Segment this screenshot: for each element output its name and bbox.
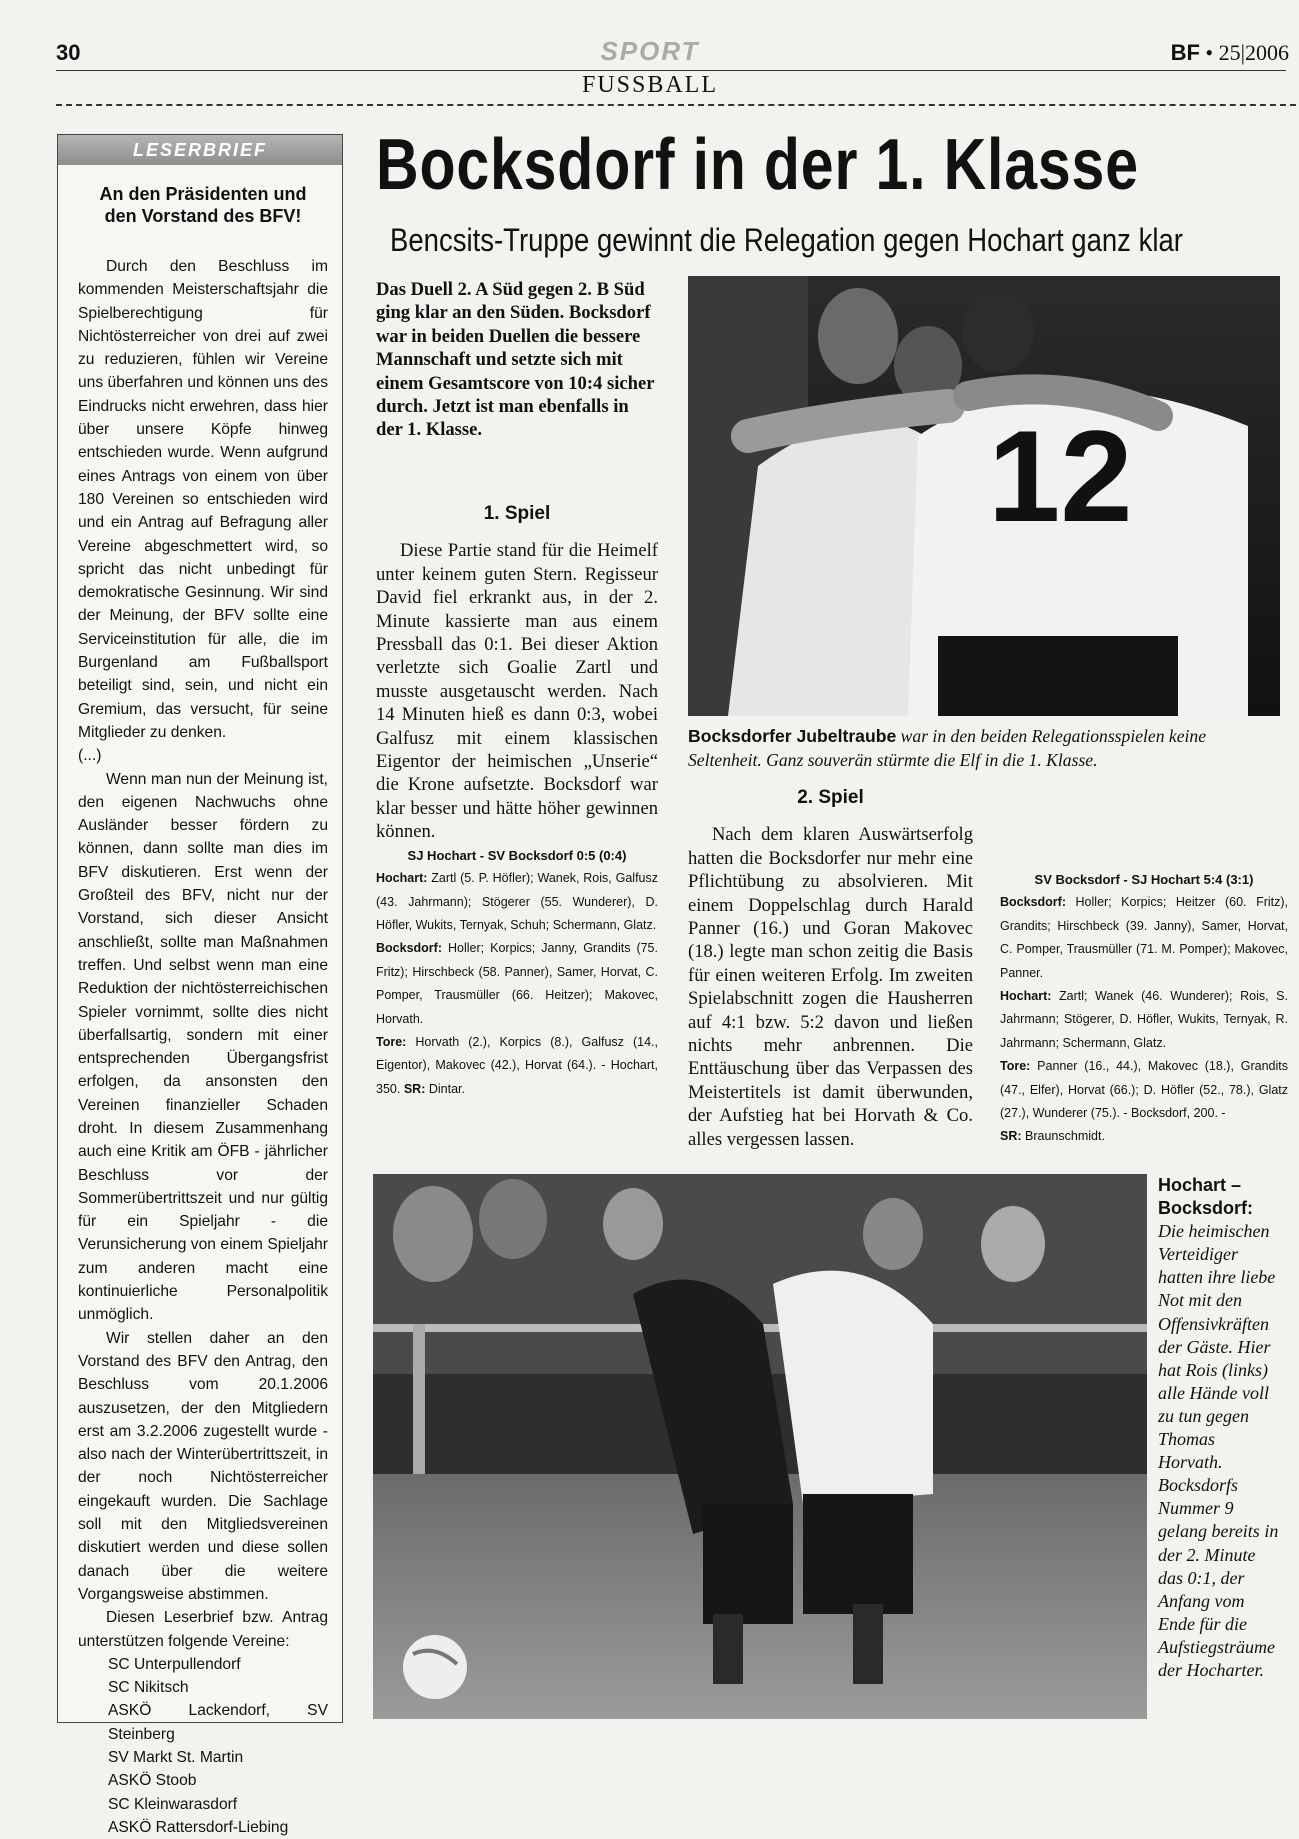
jersey-number: 12 xyxy=(988,403,1133,549)
letter-paragraph: Wir stellen daher an den Vorstand des BFV den Antrag, den Beschluss vom 20.1.2006 auszusetzen, der den Mitgliedern erst am 3.2.2006 zugestellt wurde - also nach der Winterübertrittszeit, in der noch Nichtösterreicher eingekauft wurden. Die Sachlage soll mit den Mitgliedsvereinen diskutiert werden und diese sollen danach über die weitere Vorgangsweise abstimmen. xyxy=(78,1329,328,1603)
dashed-divider xyxy=(56,104,1296,106)
article-headline: Bocksdorf in der 1. Klasse xyxy=(376,125,1139,205)
club-item: SV Markt St. Martin xyxy=(108,1749,244,1766)
top-photo-caption xyxy=(688,724,1280,772)
club-item: SC Kleinwarasdorf xyxy=(108,1795,238,1813)
letter-banner xyxy=(58,135,342,165)
celebration-photo xyxy=(688,276,1280,716)
article-column-2 xyxy=(688,787,973,1150)
game2-goals: Tore: Panner (16., 44.), Makovec (18.), Grandits (47., Elfer), Horvat (66.); D. Höfler (52., 78.), Glatz (27.), Wunderer (75.). - Bocksdorf, 200. - xyxy=(1000,1059,1288,1121)
game1-goals: Tore: Horvath (2.), Korpics (8.), Galfusz (14., Eigentor), Makovec (42.), Horvat (64.). - Hochart, 350. SR: Dintar. xyxy=(376,1034,658,1096)
club-item: ASKÖ Lackendorf, SV Steinberg xyxy=(108,1702,328,1743)
article-lead: Das Duell 2. A Süd gegen 2. B Süd ging klar an den Süden. Bocksdorf war in beiden Duellen die bessere Mannschaft und setzte sich mit einem Gesamtscore von 10:4 sicher durch. Jetzt ist man ebenfalls in der 1. Klasse. xyxy=(376,279,655,441)
issue-separator: • xyxy=(1205,40,1214,65)
letter-paragraph: Wenn man nun der Meinung ist, den eigenen Nachwuchs ohne Ausländer besser fördern zu können, dann sollte man dies im BFV diskutieren. Erst wenn der Großteil des BFV, nicht nur der Vorstand, sich dieser Ansicht anschließt, sollte man Maßnahmen treffen. Und selbst wenn man eine Reduktion der nichtösterreichischen Spieler vornimmt, sollte dies nicht überfallsartig, sondern mit einer entsprechenden Übergangsfrist erfolgen, da ansonsten den Vereinen finanzieller Schaden droht. In diesem Zusammenhang auch eine Kritik am ÖFB - jährlicher Beschluss vor der Sommerübertrittszeit und nur gültig für ein Spieljahr - die Verunsicherung von einem Spieljahr zum anderen macht eine kontinuierliche Personalpolitik unmöglich. xyxy=(78,770,328,1324)
header-rule xyxy=(56,70,1286,71)
letter-paragraph: (...) xyxy=(78,747,102,765)
article-column-1 xyxy=(376,488,658,1101)
club-item: ASKÖ Stoob xyxy=(108,1772,197,1790)
club-item: ASKÖ Rattersdorf-Liebing xyxy=(108,1818,289,1836)
letter-paragraph: Diesen Leserbrief bzw. Antrag unterstützen folgende Vereine: xyxy=(78,1609,328,1650)
club-item: SC Unterpullendorf xyxy=(108,1655,241,1673)
letter-body xyxy=(78,255,328,1839)
game1-heading: 1. Spiel xyxy=(483,503,551,524)
game1-stats-title: SJ Hochart - SV Bocksdorf 0:5 (0:4) xyxy=(407,847,627,863)
game1-text: Diese Partie stand für die Heimelf unter keinem guten Stern. Regisseur David fiel erkrankt aus, in der 2. Minute kassierte man aus einem Pressball das 0:1. Bei dieser Aktion verletzte sich Goalie Zartl und musste ausgetauscht werden. Nach 14 Minuten hieß es dann 0:3, wobei Galfusz mit einem klassischen Eigentor der heimischen „Unserie“ die Krone aufsetzte. Bocksdorf war klar besser und hätte höher gewinnen können. xyxy=(376,540,658,843)
letter-banner-label: LESERBRIEF xyxy=(132,140,267,160)
game1-lineup-away: Bocksdorf: Holler; Korpics; Janny, Grandits (75. Fritz); Hirschbeck (58. Panner), Samer, Horvat, C. Pomper, Trausmüller (66. Heitzer); Makovec, Horvath. xyxy=(376,941,658,1026)
letter-heading: An den Präsidenten und den Vorstand des BFV! xyxy=(99,184,307,226)
article-subheadline: Bencsits-Truppe gewinnt die Relegation gegen Hochart ganz klar xyxy=(390,222,1183,258)
game2-lineup-home: Bocksdorf: Holler; Korpics; Heitzer (60. Fritz), Grandits; Hirschbeck (39. Janny), Samer, Horvat, C. Pomper, Trausmüller (71. M. Pomper); Makovec, Panner. xyxy=(1000,895,1289,980)
caption-bottom-text: Die heimischen Verteidiger hatten ihre liebe Not mit den Offensivkräften der Gäste. Hier hat Rois (links) alle Hände voll zu tun gegen Thomas Horvath. Bocksdorfs Nummer 9 gelang bereits in der 2. Minute das 0:1, der Anfang vom Ende für die Aufstiegsträume der Hocharter. xyxy=(1158,1221,1279,1680)
issue-number: 25|2006 xyxy=(1218,40,1289,65)
game2-stats-title: SV Bocksdorf - SJ Hochart 5:4 (3:1) xyxy=(1034,872,1254,887)
letter-paragraph: Durch den Beschluss im kommenden Meisterschaftsjahr die Spielberechtigung für Nichtösterreicher von drei auf zwei zu reduzieren, fühlen wir Vereine uns überfahren und können uns des Eindrucks nicht erwehren, dass hier über unsere Köpfe hinweg entschieden wurde. Wenn aufgrund eines Antrags von einem von über 180 Vereinen so entschieden wird und ein Antrag auf Befragung aller Vereine abgeschmettert wird, so spricht das nicht unbedingt für demokratische Gesinnung. Wir sind der Meinung, der BFV sollte eine Serviceinstitution für alle, die im Burgenland am Fußballsport beteiligt sind, sein, und nicht ein Gremium, das versucht, für seine Mitglieder zu denken. xyxy=(78,258,328,741)
club-item: SC Nikitsch xyxy=(108,1679,189,1697)
article-column-3 xyxy=(1000,790,1288,1149)
caption-top-lead: Bocksdorfer Jubeltraube xyxy=(688,726,897,746)
game2-lineup-away: Hochart: Zartl; Wanek (46. Wunderer); Rois, S. Jahrmann; Stögerer, D. Höfler, Wukits, Ternyak, R. Jahrmann; Schermann, Glatz. xyxy=(1000,989,1288,1050)
match-action-photo xyxy=(373,1174,1147,1719)
game2-text: Nach dem klaren Auswärtserfolg hatten die Bocksdorfer nur mehr eine Pflichtübung zu absolvieren. Mit einem Doppelschlag durch Harald Panner (16.) und Goran Makovec (18.) legte man schon zeitig die Basis für einen weiteren Erfolg. Im zweiten Spielabschnitt zogen die Hausherren auf 4:1 bzw. 5:2 davon und ließen nichts mehr anbrennen. Die Enttäuschung über das Verpassen des Meistertitels ist damit überwunden, der Aufstieg hat bei Horvath & Co. alles vergessen lassen. xyxy=(688,824,973,1150)
bottom-photo-caption xyxy=(1158,1174,1282,1682)
publication-name: BF xyxy=(1170,40,1200,65)
game2-referee: SR: Braunschmidt. xyxy=(1000,1129,1105,1144)
reader-letter-box xyxy=(57,134,343,1836)
game1-lineup-home: Hochart: Zartl (5. P. Höfler); Wanek, Rois, Galfusz (43. Jahrmann); Stögerer (55. Wunderer), D. Höfler, Wukits, Ternyak, Schuh; Schermann, Glatz. xyxy=(376,871,658,932)
subsection-name: FUSSBALL xyxy=(581,72,719,98)
game2-heading: 2. Spiel xyxy=(797,787,864,808)
caption-bottom-lead: Hochart – Bocksdorf: xyxy=(1158,1175,1254,1219)
issue-info xyxy=(1171,40,1289,66)
section-name: SPORT xyxy=(600,36,700,66)
page-number: 30 xyxy=(56,40,81,65)
caption-top-text: war in den beiden Relegationsspielen keine Seltenheit. Ganz souverän stürmte die Elf in die 1. Klasse. xyxy=(688,726,1207,770)
